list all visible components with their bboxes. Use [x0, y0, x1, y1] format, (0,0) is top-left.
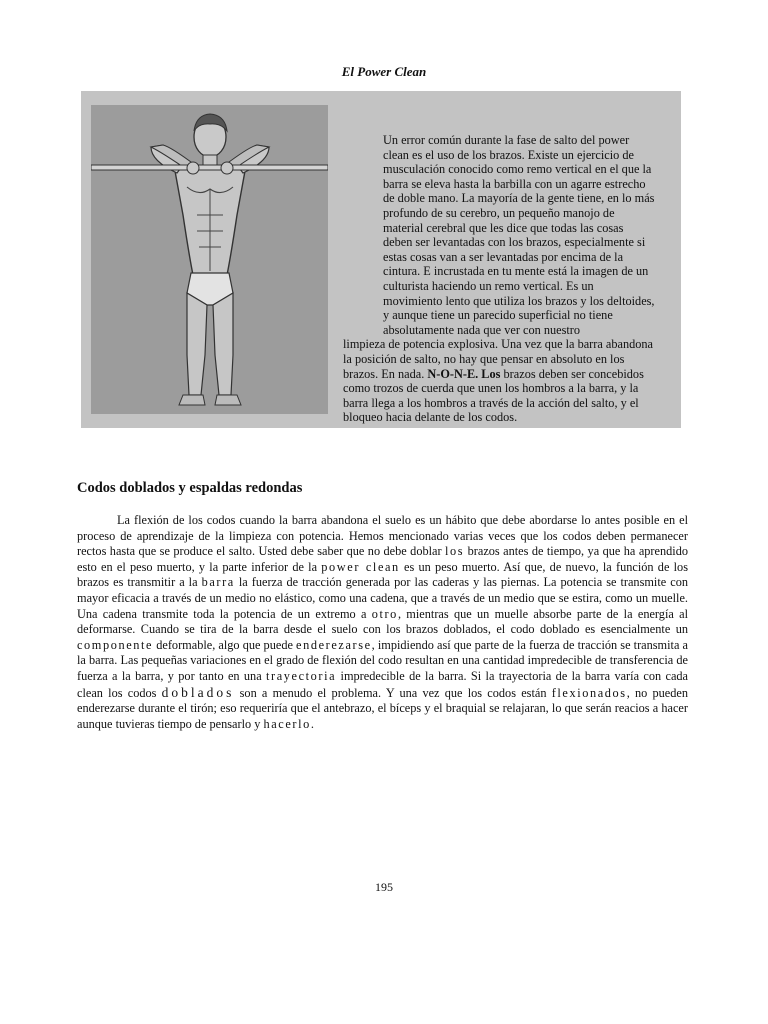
spaced-word: otro: [371, 606, 398, 621]
spaced-word: componente: [77, 637, 154, 652]
athlete-drawing: [91, 105, 328, 414]
spaced-word: hacerlo: [263, 716, 311, 731]
section-heading: Codos doblados y espaldas redondas: [77, 480, 303, 496]
text-run: , no pueden enderezarse durante el tirón; eso requeriría que el antebrazo, el bíceps y el braquial se relajaran, lo que serán reacios a hacer aunque tuvieras tiempo de pensarlo y: [77, 685, 689, 731]
text-run: son a menudo el problema. Y una vez que los codos están: [234, 685, 552, 700]
text-run: La flexión de los codos cuando la barra abandona el suelo es un hábito que debe abordarse lo antes posible en el proceso de aprendizaje de la limpieza con potencia. Hemos mencionado varias veces que los codos deben permanecer rectos hasta que se produce el salto. Usted debe saber que no debe doblar: [77, 513, 688, 559]
sidebar-emphasis: N-O-N-E. Los: [427, 366, 501, 381]
spaced-word: trayectoria: [266, 668, 337, 683]
sidebar-paragraph-2-end: brazos deben ser concebidos como trozos de cuerda que unen los hombros a la barra, y la barra llega a los hombros a través de la acción del salto, y el bloqueo hacia delante de los codos.: [343, 366, 644, 425]
text-run: la fuerza de tracción generada por las caderas y las piernas. La potencia se transmite con mayor eficacia a través de un medio no elástico, como una cadena, que a través de un medio que se estira, como un muelle. Una cadena transmite toda la potencia de un extremo a: [77, 575, 688, 621]
text-run: , impidiendo así que parte de la fuerza de tracción se transmita a la barra. Las pequeñas variaciones en el grado de flexión del codo resultan en una cantidad impredecible de transferencia de fuerza a la barra, y por tanto en una: [77, 637, 688, 683]
page-number: 195: [375, 880, 393, 894]
spaced-word-large: doblados: [161, 684, 235, 700]
spaced-word: flexionados: [551, 685, 627, 700]
text-run: es un peso muerto. Así que, de nuevo, la función de los brazos es transmitir a la: [77, 559, 688, 590]
upright-row-illustration: [91, 105, 328, 414]
sidebar-paragraph-2-start: limpieza de potencia explosiva. Una vez que la barra abandona la posición de salto, no hay que pensar en absoluto en los brazos. En nada.: [343, 337, 654, 381]
body-paragraph: [77, 513, 688, 732]
running-header-title: El Power Clean: [341, 64, 427, 79]
spaced-word: barra: [201, 575, 235, 590]
text-run: , mientras que un muelle absorbe parte de la energía al deformarse. Cuando se tira de la barra desde el suelo con los brazos doblados, el codo doblado es esencialmente un: [77, 606, 688, 637]
text-run: brazos antes de tiempo, ya que ha aprendido esto en el peso muerto, y la parte inferior de la: [77, 544, 688, 574]
text-run: .: [310, 716, 314, 731]
sidebar-paragraph-1: Un error común durante la fase de salto del power clean es el uso de los brazos. Existe un ejercicio de musculación conocido como remo vertical en el que la barra se eleva hasta la barbilla con un agarre estrecho de doble mano. La mayoría de la gente tiene, en lo más profundo de su cerebro, un pequeño manojo de material cerebral que les dice que todas las cosas deben ser levantadas con los brazos, especialmente si estas cosas van a ser levantadas por encima de la cintura. E incrustada en tu mente está la imagen de un culturista haciendo un remo vertical. Es un movimiento lento que utiliza los brazos y los deltoides, y aunque tiene un parecido superficial no tiene absolutamente nada que ver con nuestro: [383, 133, 655, 337]
text-run: deformable, algo que puede: [153, 637, 297, 652]
sidebar-text: [343, 133, 655, 425]
spaced-word: power clean: [321, 559, 400, 574]
spaced-word: los: [445, 544, 465, 559]
sidebar-paragraph-2: [343, 337, 655, 425]
text-run: impredecible de la barra. Si la trayectoria de la barra varía con cada clean los codos: [77, 668, 689, 700]
spaced-word: enderezarse: [296, 637, 372, 652]
